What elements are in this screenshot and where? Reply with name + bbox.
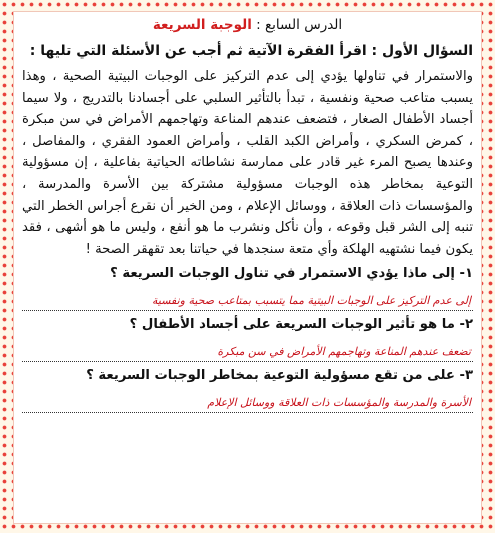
question-text: ١- إلى ماذا يؤدي الاستمرار في تناول الوجبات السريعة ؟	[110, 266, 473, 282]
answer-text: الأسرة والمدرسة والمؤسسات ذات العلاقة ووسائل الإعلام	[207, 396, 471, 410]
worksheet-content	[14, 12, 481, 523]
content-frame	[14, 12, 481, 523]
answer-line	[22, 288, 473, 311]
answer-text: تضعف عندهم المناعة وتهاجمهم الأمراض في سن مبكرة	[217, 345, 471, 359]
question-block-2	[22, 315, 473, 362]
answer-line	[22, 390, 473, 413]
question-block-1	[22, 264, 473, 311]
lesson-title-prefix: الدرس السابع :	[251, 17, 343, 33]
lesson-title	[22, 14, 473, 36]
answer-text: إلى عدم التركيز على الوجبات البيتية مما يتسبب بمتاعب صحية ونفسية	[152, 294, 471, 308]
question-text: ٢- ما هو تأثير الوجبات السريعة على أجساد الأطفال ؟	[129, 317, 473, 333]
question-text: ٣- على من تقع مسؤولية التوعية بمخاطر الوجبات السريعة ؟	[86, 368, 473, 384]
lesson-title-highlight: الوجبة السريعة	[152, 17, 252, 33]
answer-line	[22, 339, 473, 362]
reading-paragraph: والاستمرار في تناولها يؤدي إلى عدم التركيز على الوجبات البيتية الصحية ، وهذا يسبب متاعب صحية ونفسية ، تبدأ بالتأثير السلبي على أجسادنا بالتدريج ، ولا سيما أجساد الأطفال الصغار ، فتضعف عندهم المناعة وتهاجمهم الأمراض في سن مبكرة ، كمرض السكري ، وأمراض الكبد القلب ، وأمراض العمود الفقري ، والمفاصل ، وعندها يصبح المرء غير قادر على ممارسة نشاطاته الحياتية بفاعلية ، إن مسؤولية التوعية بمخاطر هذه الوجبات مسؤولية مشتركة بين الأسرة والمدرسة ، والمؤسسات ذات العلاقة ، ووسائل الإعلام ، ومن الخير أن نقرع أجراس الخطر التي تنبه إلى الشر قبل وقوعه ، وأن نأكل ونشرب ما هو أنفع ، وليس ما هو أشهى ، فقد يكون فيما نشتهيه الهلكة وأي متعة سنجدها في حياتنا بعد تقهقر الصحة !	[22, 69, 473, 257]
question-one-heading: السؤال الأول : اقرأ الفقرة الآتية ثم أجب عن الأسئلة التي تليها :	[29, 43, 473, 59]
question-block-3	[22, 366, 473, 413]
